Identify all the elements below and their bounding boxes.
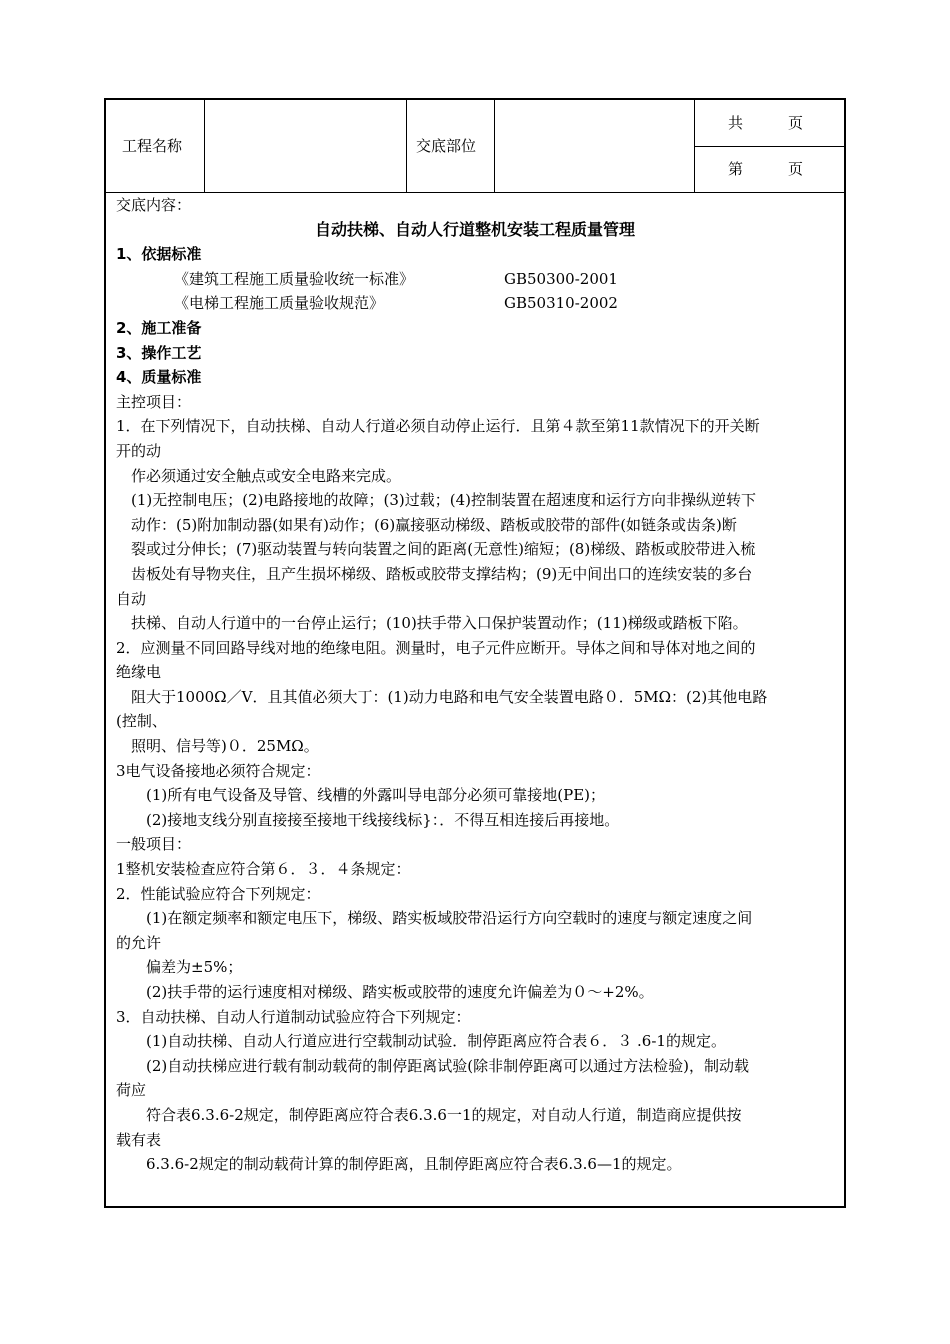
text-line: (控制、 (116, 712, 167, 731)
section-heading: 2、施工准备 (116, 318, 202, 337)
divider (204, 100, 205, 192)
text-line: 开的动 (116, 441, 162, 460)
text-line: 一般项目： (116, 835, 192, 854)
text-line: 2．应测量不同回路导线对地的绝缘电阻。测量时，电子元件应断开。导体之间和导体对地之间的 (116, 638, 756, 657)
text-line: 3．自动扶梯、自动人行道制动试验应符合下列规定： (116, 1007, 471, 1026)
text-line: 6.3.6-2规定的制动载荷计算的制停距离，且制停距离应符合表6.3.6—1的规定。 (146, 1155, 682, 1174)
handover-content (106, 193, 844, 1177)
standard-name: 《建筑工程施工质量验收统一标准》 (174, 269, 415, 288)
section-heading: 4、质量标准 (116, 368, 202, 387)
handover-part-label: 交底部位 (416, 137, 477, 155)
text-line: 齿板处有导物夹住，且产生损坏梯级、踏板或胶带支撑结构；(9)无中间出口的连续安装的多台 (131, 564, 753, 583)
text-line: (2)自动扶梯应进行载有制动载荷的制停距离试验(除非制停距离可以通过方法检验)，制动载 (146, 1056, 749, 1075)
section-heading: 1、依据标准 (116, 245, 202, 264)
text-line: 1整机安装检查应符合第６．３．４条规定： (116, 860, 411, 879)
text-line: 绝缘电 (116, 663, 162, 682)
text-line: 1．在下列情况下，自动扶梯、自动人行道必须自动停止运行．且第４款至第11款情况下的开关断 (116, 417, 760, 436)
text-line: 自动 (116, 589, 147, 608)
handover-form (104, 98, 846, 1208)
text-line: 扶梯、自动人行道中的一台停止运行；(10)扶手带入口保护装置动作；(11)梯级或踏板下陷。 (131, 614, 748, 633)
text-line: 载有表 (116, 1130, 162, 1149)
section-heading: 3、操作工艺 (116, 343, 202, 362)
standard-item (116, 267, 834, 292)
total-pages: 共 页 (728, 114, 804, 132)
text-line: 的允许 (116, 933, 162, 952)
text-line: (1)自动扶梯、自动人行道应进行空载制动试验．制停距离应符合表６．３ .6-1的规定。 (146, 1032, 726, 1051)
page-number: 第 页 (728, 160, 804, 178)
divider (494, 100, 495, 192)
form-header (106, 100, 844, 193)
document-title: 自动扶梯、自动人行道整机安装工程质量管理 (314, 219, 635, 239)
text-line: 荷应 (116, 1081, 147, 1100)
text-line: 偏差为±5%； (146, 958, 243, 977)
text-line: 照明、信号等)０．25MΩ。 (131, 737, 319, 756)
text-line: (2)接地支线分别直接接至接地干线接线标}：．不得互相连接后再接地。 (146, 810, 620, 829)
text-line: 作必须通过安全触点或安全电路来完成。 (131, 466, 402, 485)
text-line: 裂或过分伸长；(7)驱动装置与转向装置之间的距离(无意性)缩短；(8)梯级、踏板或胶带进入梳 (131, 540, 756, 559)
text-line: (1)所有电气设备及导管、线槽的外露叫导电部分必须可靠接地(PE)； (146, 786, 605, 805)
content-intro: 交底内容： (116, 196, 192, 214)
standard-item (116, 291, 834, 316)
text-line: 符合表6.3.6-2规定，制停距离应符合表6.3.6一1的规定，对自动人行道，制造商应提供按 (146, 1105, 742, 1124)
project-name-label: 工程名称 (122, 137, 183, 155)
text-line: 3电气设备接地必须符合规定： (116, 761, 321, 780)
text-line: (1)在额定频率和额定电压下，梯级、踏实板域胶带沿运行方向空载时的速度与额定速度之间 (146, 909, 753, 928)
text-line: 动作：(5)附加制动器(如果有)动作；(6)赢接驱动梯级、踏板或胶带的部件(如链条或齿条)断 (131, 515, 737, 534)
text-line: 主控项目： (116, 392, 192, 411)
standard-name: 《电梯工程施工质量验收规范》 (174, 294, 385, 313)
standard-code: GB50310-2002 (504, 294, 618, 313)
text-line: (1)无控制电压；(2)电路接地的故障；(3)过载；(4)控制装置在超速度和运行方向非操纵逆转下 (131, 491, 756, 510)
divider (406, 100, 407, 192)
text-line: (2)扶手带的运行速度相对梯级、踏实板或胶带的速度允许偏差为０～+2%。 (146, 983, 654, 1001)
text-line: 2．性能试验应符合下列规定： (116, 884, 321, 903)
divider (694, 146, 844, 147)
text-line: 阻大于1000Ω／V．且其值必须大丁：(1)动力电路和电气安全装置电路０．5MΩ：(2)其他电路 (131, 687, 768, 706)
standard-code: GB50300-2001 (504, 269, 618, 288)
